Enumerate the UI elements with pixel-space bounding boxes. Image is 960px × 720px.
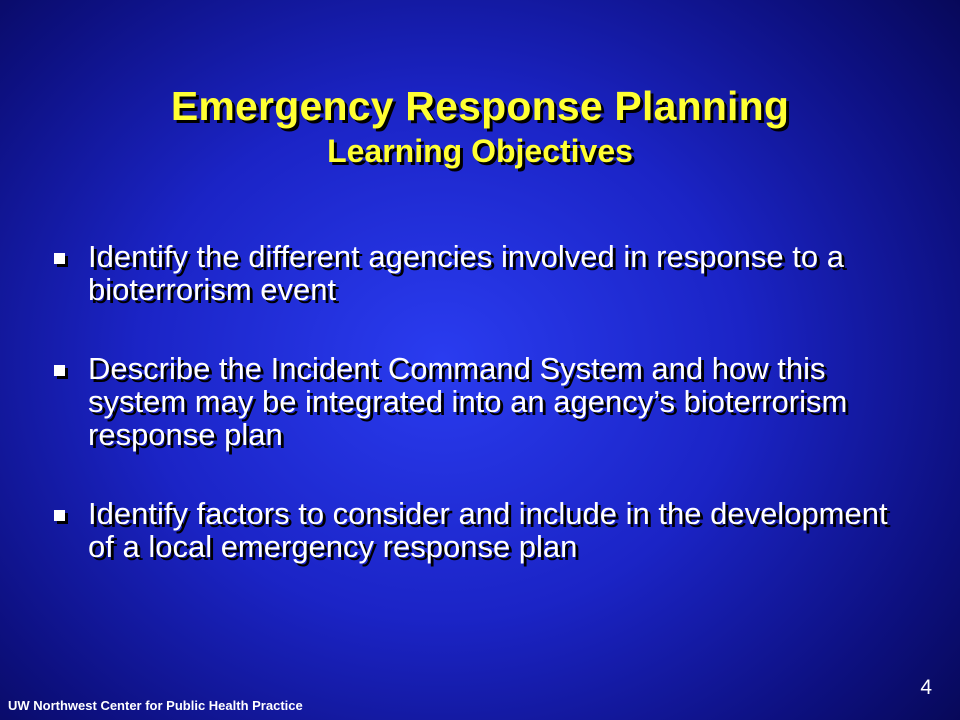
bullet-text: Describe the Incident Command System and how this system may be integrated into an agency’s bioterrorism response plan: [88, 351, 848, 452]
bullet-text: Identify the different agencies involved in response to a bioterrorism event: [88, 239, 844, 307]
bullet-item-2: [50, 352, 910, 451]
bullet-list: [50, 240, 910, 609]
square-bullet-icon: [54, 510, 65, 521]
bullet-item-3: [50, 497, 910, 563]
square-bullet-icon: [54, 365, 65, 376]
bullet-item-1: [50, 240, 910, 306]
page-number: 4: [920, 676, 932, 699]
slide-subtitle: Learning Objectives: [327, 133, 633, 169]
square-bullet-icon: [54, 253, 65, 264]
bullet-text: Identify factors to consider and include in the development of a local emergency response plan: [88, 496, 888, 564]
slide-title: Emergency Response Planning: [170, 83, 790, 129]
footer-organization: UW Northwest Center for Public Health Practice: [8, 698, 303, 713]
title-block: [0, 82, 960, 170]
